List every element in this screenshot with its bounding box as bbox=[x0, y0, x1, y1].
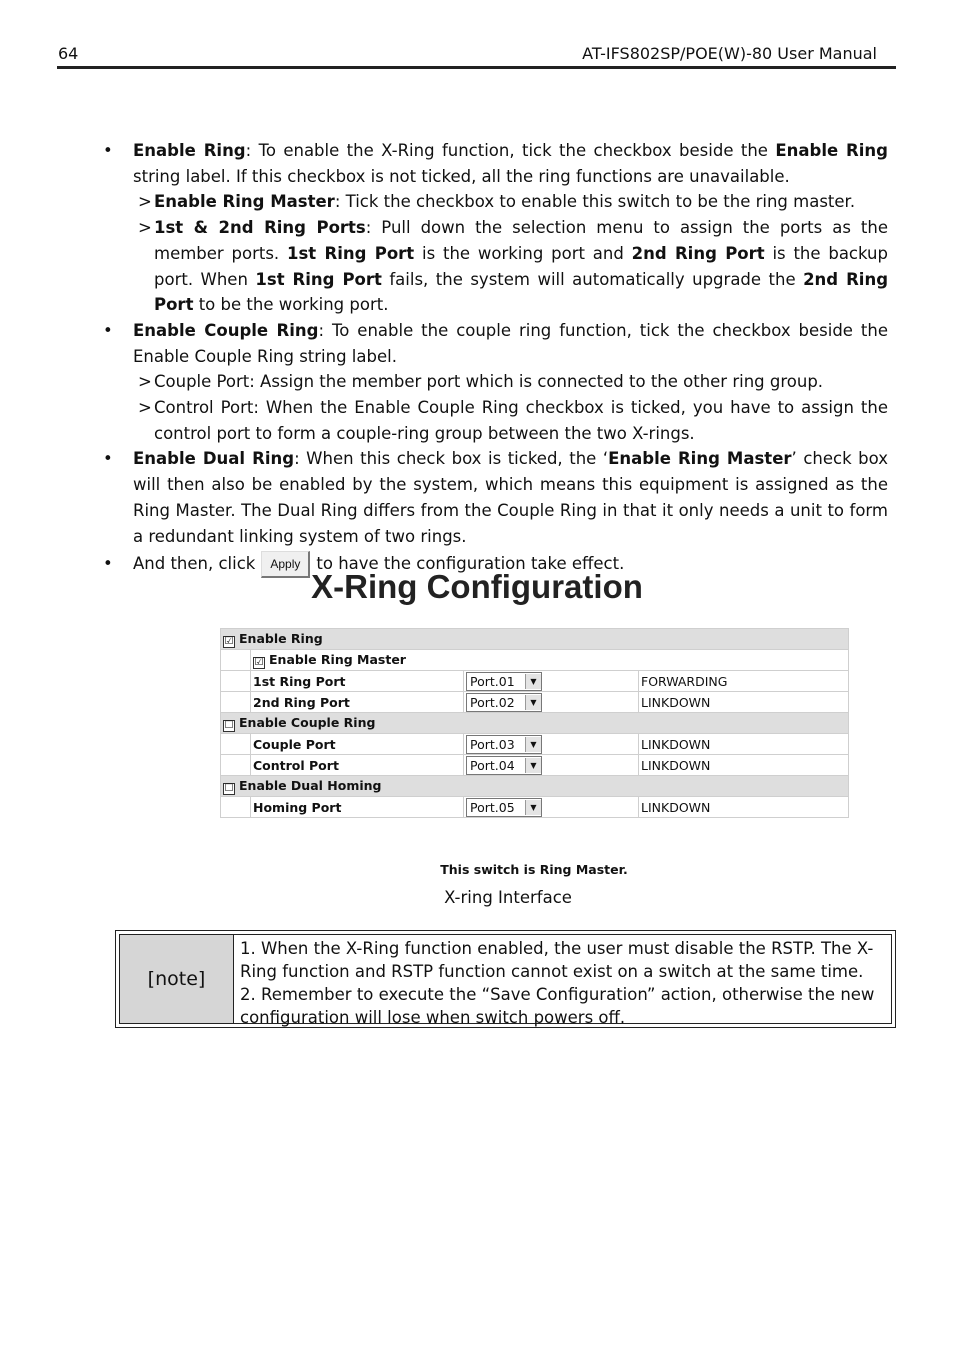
page-number: 64 bbox=[58, 44, 79, 63]
couple-port-label: Couple Port bbox=[251, 734, 464, 755]
row-control-port bbox=[221, 755, 849, 776]
chevron-down-icon: ▼ bbox=[525, 758, 541, 773]
control-port-status: LINKDOWN bbox=[639, 755, 849, 776]
enable-ring-master-checkbox[interactable]: ☑ bbox=[254, 656, 264, 668]
enable-dual-homing-label: Enable Dual Homing bbox=[239, 777, 382, 793]
chevron-down-icon: ▼ bbox=[525, 800, 541, 815]
bullet-apply: • And then, click Apply to have the configuration take effect. bbox=[103, 551, 888, 578]
sub-couple-port: > Couple Port: Assign the member port which is connected to the other ring group. bbox=[138, 372, 824, 392]
homing-port-select[interactable]: Port.05 ▼ bbox=[466, 798, 542, 817]
note-line-2: 2. Remember to execute the “Save Configuration” action, otherwise the new configuration will lose when switch powers off. bbox=[240, 985, 875, 1027]
couple-port-status: LINKDOWN bbox=[639, 734, 849, 755]
term-enable-ring: Enable Ring bbox=[775, 141, 888, 160]
xring-config-table bbox=[220, 628, 849, 818]
bullet-enable-dual-ring: • Enable Dual Ring: When this check box is ticked, the ‘Enable Ring Master’ check box will then also be enabled by the system, which means this equipment is assigned as the Ring Master. The Dual Ring differs from the Couple Ring in that it only needs a unit to form a redundant linking system of two rings. bbox=[103, 449, 889, 546]
term-enable-ring-master: Enable Ring Master bbox=[154, 192, 335, 212]
row-enable-dual-homing bbox=[221, 776, 849, 797]
term-enable-ring: Enable Ring bbox=[133, 141, 246, 160]
bullet-enable-ring bbox=[103, 138, 888, 189]
note-box bbox=[115, 930, 896, 1028]
note-label: [note] bbox=[120, 935, 234, 1023]
term-enable-couple-ring: Enable Couple Ring bbox=[133, 320, 319, 340]
chevron-down-icon: ▼ bbox=[525, 674, 541, 689]
chevron-down-icon: ▼ bbox=[525, 695, 541, 710]
enable-ring-label: Enable Ring bbox=[239, 630, 323, 646]
sub-enable-ring-master: > Enable Ring Master: Tick the checkbox to enable this switch to be the ring master. bbox=[138, 192, 856, 212]
manual-title: AT-IFS802SP/POE(W)-80 User Manual bbox=[582, 44, 877, 63]
homing-port-label: Homing Port bbox=[251, 797, 464, 818]
row-couple-port bbox=[221, 734, 849, 755]
bullet-enable-couple-ring: • Enable Couple Ring: To enable the couple ring function, tick the checkbox beside the Enable Couple Ring string label. bbox=[103, 320, 888, 366]
note-text bbox=[234, 935, 891, 1027]
figure-caption: X-ring Interface bbox=[444, 888, 572, 907]
homing-port-status: LINKDOWN bbox=[639, 797, 849, 818]
enable-ring-checkbox[interactable]: ☑ bbox=[224, 635, 234, 647]
ring-master-status: This switch is Ring Master. bbox=[440, 862, 628, 877]
apply-button[interactable]: Apply bbox=[261, 551, 310, 578]
enable-dual-homing-checkbox[interactable]: ☐ bbox=[224, 782, 234, 794]
sub-control-port: > Control Port: When the Enable Couple Ring checkbox is ticked, you have to assign the control port to form a couple-ring group between the two X-rings. bbox=[138, 398, 888, 443]
ring-port1-label: 1st Ring Port bbox=[251, 671, 464, 692]
row-2nd-ring-port bbox=[221, 692, 849, 713]
ring-port2-status: LINKDOWN bbox=[639, 692, 849, 713]
ring-port2-select[interactable]: Port.02 ▼ bbox=[466, 693, 542, 712]
row-homing-port bbox=[221, 797, 849, 818]
xring-title: X-Ring Configuration bbox=[311, 568, 643, 605]
row-1st-ring-port bbox=[221, 671, 849, 692]
enable-couple-ring-checkbox[interactable]: ☐ bbox=[224, 719, 234, 731]
sub-ring-ports: > 1st & 2nd Ring Ports: Pull down the selection menu to assign the ports as the member ports. 1st Ring Port is the working port and 2nd Ring Port is the backup port. When 1st Ring Port fails, the system will automatically upgrade the 2nd Ring Port to be the working port. bbox=[138, 218, 889, 315]
bullet-text: string label. If this checkbox is not ticked, all the ring functions are unavailable. bbox=[133, 166, 790, 186]
note-line-1: 1. When the X-Ring function enabled, the user must disable the RSTP. The X-Ring function and RSTP function cannot exist on a switch at the same time. bbox=[240, 939, 874, 981]
control-port-label: Control Port bbox=[251, 755, 464, 776]
chevron-down-icon: ▼ bbox=[525, 737, 541, 752]
row-enable-master bbox=[221, 650, 849, 671]
ring-port2-label: 2nd Ring Port bbox=[251, 692, 464, 713]
ring-port1-select[interactable]: Port.01 ▼ bbox=[466, 672, 542, 691]
body-text bbox=[103, 138, 888, 578]
header-rule bbox=[57, 66, 896, 69]
enable-couple-ring-label: Enable Couple Ring bbox=[239, 714, 376, 730]
ring-port1-status: FORWARDING bbox=[639, 671, 849, 692]
sub-text: : Tick the checkbox to enable this switch to be the ring master. bbox=[334, 192, 856, 212]
bullet-text: : To enable the X-Ring function, tick the checkbox beside the bbox=[245, 141, 776, 160]
row-enable-ring bbox=[221, 629, 849, 650]
term-enable-dual-ring: Enable Dual Ring bbox=[133, 449, 295, 469]
row-enable-couple-ring bbox=[221, 713, 849, 734]
couple-port-select[interactable]: Port.03 ▼ bbox=[466, 735, 542, 754]
enable-ring-master-label: Enable Ring Master bbox=[269, 651, 406, 667]
term-ring-ports: 1st & 2nd Ring Ports bbox=[154, 218, 366, 238]
control-port-select[interactable]: Port.04 ▼ bbox=[466, 756, 542, 775]
bullet-dot: • bbox=[103, 141, 113, 160]
